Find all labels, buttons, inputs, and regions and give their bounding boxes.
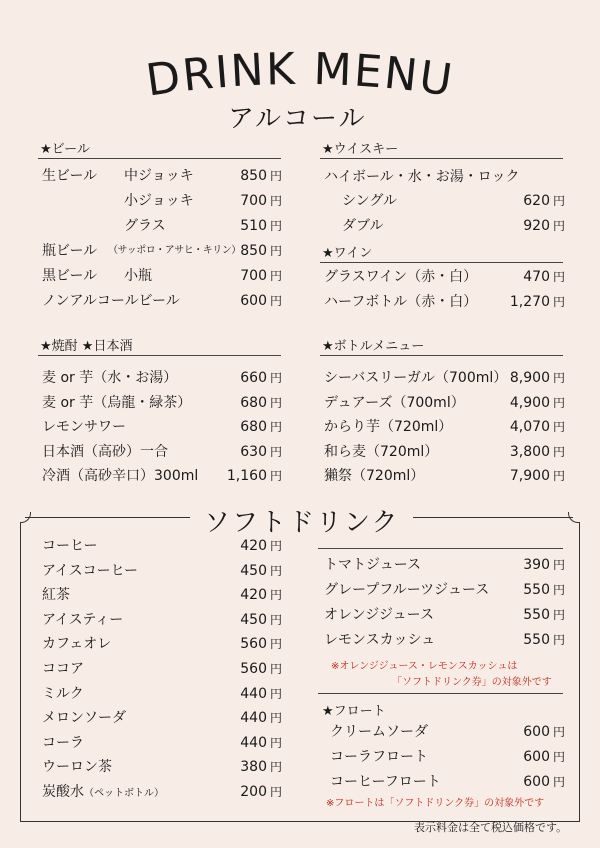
menu-item	[330, 746, 565, 768]
price	[240, 609, 282, 631]
item-name: メロンソーダ	[42, 710, 126, 727]
whisky-header: ★ウイスキー	[322, 142, 399, 157]
price	[240, 781, 282, 803]
yen-unit: 円	[269, 194, 282, 208]
item-name: 和ら麦（720ml）	[324, 443, 439, 460]
float-header: ★フロート	[322, 704, 386, 719]
price	[240, 215, 282, 237]
item-name: ミルク	[42, 685, 84, 702]
price	[240, 658, 282, 680]
price	[510, 465, 565, 487]
menu-item	[330, 721, 565, 743]
soft-note-line1: ※オレンジジュース・レモンスカッシュは	[331, 661, 518, 672]
yen-unit: 円	[269, 563, 282, 578]
yen-unit: 円	[269, 785, 282, 799]
yen-unit: 円	[269, 420, 282, 434]
yen-unit: 円	[552, 395, 565, 410]
menu-item	[324, 579, 565, 601]
menu-item	[330, 771, 565, 793]
price-value: 440	[240, 685, 267, 702]
item-sub: （サッポロ・アサヒ・キリン）	[108, 245, 241, 256]
yen-unit: 円	[269, 219, 282, 233]
menu-item	[324, 416, 565, 438]
price	[240, 165, 282, 187]
price-value: 550	[523, 607, 550, 623]
yen-unit: 円	[269, 735, 282, 750]
price	[240, 416, 282, 438]
yen-unit: 円	[269, 244, 282, 258]
price-value: 700	[240, 268, 267, 284]
menu-item	[42, 584, 282, 606]
shochu-rule	[38, 355, 281, 356]
price-value: 550	[523, 632, 550, 648]
yen-unit: 円	[269, 371, 282, 385]
yen-unit: 円	[269, 395, 282, 410]
menu-item	[42, 535, 282, 557]
item-name: 日本酒（高砂）一合	[42, 443, 168, 460]
price	[240, 290, 282, 312]
price-value: 600	[240, 293, 267, 309]
price	[523, 215, 565, 237]
yen-unit: 円	[552, 371, 565, 385]
price-value: 4,070	[509, 419, 550, 435]
item-main: 瓶ビール	[42, 243, 98, 259]
float-note: ※フロートは「ソフトドリンク券」の対象外です	[326, 798, 545, 809]
yen-unit: 円	[552, 420, 565, 434]
menu-item	[342, 215, 565, 237]
yen-unit: 円	[269, 469, 282, 483]
price	[510, 367, 565, 389]
yen-unit: 円	[269, 588, 282, 603]
price-value: 680	[240, 394, 267, 411]
yen-unit: 円	[552, 444, 565, 459]
price-value: 600	[523, 724, 550, 740]
menu-item	[42, 781, 282, 803]
yen-unit: 円	[552, 750, 565, 764]
price	[240, 633, 282, 655]
item-name	[42, 265, 152, 287]
item-name: 紅茶	[42, 587, 70, 604]
price-value: 560	[240, 636, 267, 653]
price-value: 440	[240, 710, 267, 727]
item-name: ウーロン茶	[42, 759, 112, 776]
price	[523, 190, 565, 212]
menu-item	[324, 554, 565, 576]
price	[240, 584, 282, 606]
menu-item	[42, 465, 282, 487]
price	[523, 771, 565, 793]
yen-unit: 円	[269, 612, 282, 627]
item-name: カフェオレ	[42, 636, 112, 653]
item-name: 獺祭（720ml）	[324, 468, 425, 484]
price-value: 450	[240, 562, 267, 579]
price	[240, 240, 282, 262]
price	[240, 732, 282, 754]
menu-item	[342, 190, 565, 212]
menu-item	[42, 707, 282, 729]
shochu-header: ★焼酎 ★日本酒	[40, 339, 133, 354]
item-name: ココア	[42, 661, 84, 677]
price-value: 390	[523, 557, 550, 573]
price	[240, 756, 282, 778]
item-name: レモンスカッシュ	[324, 632, 436, 648]
menu-item	[42, 683, 282, 705]
item-sub: 中ジョッキ	[124, 168, 194, 184]
item-main: 生ビール	[42, 168, 98, 184]
price-value: 630	[240, 443, 267, 460]
price-value: 850	[240, 243, 267, 259]
price-value: 700	[240, 193, 267, 209]
item-sub: 小ジョッキ	[124, 193, 194, 209]
yen-unit: 円	[552, 219, 565, 233]
yen-unit: 円	[269, 662, 282, 676]
item-name: ダブル	[342, 218, 384, 234]
yen-unit: 円	[269, 711, 282, 726]
item-sub: 小瓶	[124, 268, 152, 284]
item-name: 麦 or 芋（水・お湯）	[42, 370, 178, 386]
yen-unit: 円	[552, 633, 565, 647]
price-value: 850	[240, 168, 267, 184]
price	[240, 392, 282, 414]
price	[240, 441, 282, 463]
item-note: （ペットボトル）	[84, 788, 164, 799]
menu-item	[42, 290, 282, 312]
price	[523, 721, 565, 743]
menu-item	[42, 265, 282, 287]
price-value: 200	[240, 784, 267, 800]
menu-item	[42, 190, 282, 212]
yen-unit: 円	[269, 269, 282, 283]
yen-unit: 円	[552, 295, 565, 309]
menu-item	[324, 392, 565, 414]
price	[240, 190, 282, 212]
yen-unit: 円	[552, 558, 565, 572]
price	[523, 629, 565, 651]
menu-item	[42, 633, 282, 655]
item-name	[42, 290, 180, 312]
menu-item	[42, 392, 282, 414]
price-value: 380	[240, 759, 267, 776]
price-value: 620	[523, 193, 550, 209]
menu-item	[42, 609, 282, 631]
price-value: 450	[240, 611, 267, 628]
soft-note-line2: 「ソフトドリンク券」の対象外です	[392, 677, 552, 688]
price-value: 680	[240, 419, 267, 435]
price	[227, 465, 282, 487]
yen-unit: 円	[269, 686, 282, 701]
price	[240, 683, 282, 705]
bottle-header: ★ボトルメニュー	[322, 339, 425, 354]
menu-item	[324, 629, 565, 651]
menu-item	[42, 416, 282, 438]
soft-right-rule	[318, 548, 563, 549]
item-name: 冷酒（高砂辛口）300ml	[42, 468, 199, 484]
price	[510, 392, 565, 414]
yen-unit: 円	[269, 444, 282, 459]
price	[523, 554, 565, 576]
price	[523, 746, 565, 768]
wine-rule	[320, 262, 563, 263]
menu-item	[324, 604, 565, 626]
price	[240, 265, 282, 287]
menu-item	[324, 266, 565, 288]
yen-unit: 円	[552, 608, 565, 622]
item-name: コーラ	[42, 734, 84, 751]
yen-unit: 円	[269, 760, 282, 775]
menu-item	[324, 465, 565, 487]
item-name: からり芋（720ml）	[324, 419, 453, 435]
item-name: シングル	[342, 193, 397, 209]
menu-item	[42, 165, 282, 187]
menu-item	[42, 756, 282, 778]
menu-item	[324, 291, 565, 313]
yen-unit: 円	[269, 169, 282, 183]
price-value: 7,900	[509, 468, 550, 484]
price	[240, 560, 282, 582]
menu-title-text: DRINK MENU	[142, 43, 458, 107]
menu-item	[42, 215, 282, 237]
item-name: アイスコーヒー	[42, 562, 139, 579]
price	[510, 291, 565, 313]
menu-item	[42, 240, 282, 262]
price-value: 440	[240, 734, 267, 751]
price-value: 8,900	[509, 370, 550, 386]
alcohol-section-title: アルコール	[228, 104, 367, 134]
price-value: 3,800	[509, 443, 550, 460]
price-value: 4,900	[509, 394, 550, 411]
price-value: 420	[240, 538, 267, 554]
item-name: オレンジジュース	[324, 607, 434, 623]
menu-item	[42, 560, 282, 582]
item-name: シーバスリーガル（700ml）	[324, 370, 508, 386]
price	[240, 707, 282, 729]
yen-unit: 円	[552, 194, 565, 208]
yen-unit: 円	[269, 637, 282, 652]
item-sub: グラス	[124, 218, 166, 234]
item-name: ハーフボトル（赤・白）	[324, 294, 478, 310]
item-name: コーヒーフロート	[330, 774, 441, 790]
item-name: グラスワイン（赤・白）	[324, 269, 478, 285]
yen-unit: 円	[552, 775, 565, 789]
menu-item	[42, 367, 282, 389]
whisky-rule	[320, 158, 563, 159]
price	[240, 367, 282, 389]
float-top-rule	[318, 693, 563, 694]
item-name: 炭酸水（ペットボトル）	[42, 784, 164, 800]
beer-header: ★ビール	[40, 142, 90, 157]
item-name: レモンサワー	[42, 419, 126, 435]
item-name: コーヒー	[42, 538, 98, 554]
price	[523, 266, 565, 288]
soft-section-title: ソフトドリンク	[190, 502, 413, 539]
menu-item	[42, 658, 282, 680]
item-main: 黒ビール	[42, 268, 98, 284]
price-value: 420	[240, 587, 267, 604]
item-name: トマトジュース	[324, 557, 422, 573]
yen-unit: 円	[552, 583, 565, 597]
wine-header: ★ワイン	[322, 246, 373, 261]
beer-rule	[38, 158, 281, 159]
item-name: アイスティー	[42, 611, 124, 628]
price-value: 600	[523, 774, 550, 790]
bottle-rule	[320, 355, 563, 356]
price-value: 660	[240, 370, 267, 386]
menu-item	[42, 441, 282, 463]
price	[523, 579, 565, 601]
yen-unit: 円	[552, 725, 565, 739]
item-main: ノンアルコールビール	[42, 293, 180, 309]
item-name: コーラフロート	[330, 749, 428, 765]
price	[510, 441, 565, 463]
price-value: 1,160	[226, 468, 267, 484]
yen-unit: 円	[269, 539, 282, 553]
price	[523, 604, 565, 626]
price-value: 510	[240, 218, 267, 234]
price-value: 560	[240, 661, 267, 677]
menu-item	[324, 367, 565, 389]
item-name	[42, 165, 194, 187]
yen-unit: 円	[552, 469, 565, 483]
price	[510, 416, 565, 438]
price-value: 550	[523, 582, 550, 598]
price-value: 920	[523, 218, 550, 234]
price	[240, 535, 282, 557]
yen-unit: 円	[552, 270, 565, 284]
yen-unit: 円	[269, 294, 282, 308]
item-name: 麦 or 芋（烏龍・緑茶）	[42, 394, 192, 411]
item-name: デュアーズ（700ml）	[324, 394, 465, 411]
item-name: グレープフルーツジュース	[324, 582, 490, 598]
tax-footer: 表示料金は全て税込価格です。	[414, 821, 568, 834]
item-name: クリームソーダ	[330, 724, 428, 740]
item-name	[42, 240, 241, 262]
menu-item	[42, 732, 282, 754]
price-value: 1,270	[509, 294, 550, 310]
price-value: 470	[523, 269, 550, 285]
menu-item	[324, 441, 565, 463]
price-value: 600	[523, 749, 550, 765]
